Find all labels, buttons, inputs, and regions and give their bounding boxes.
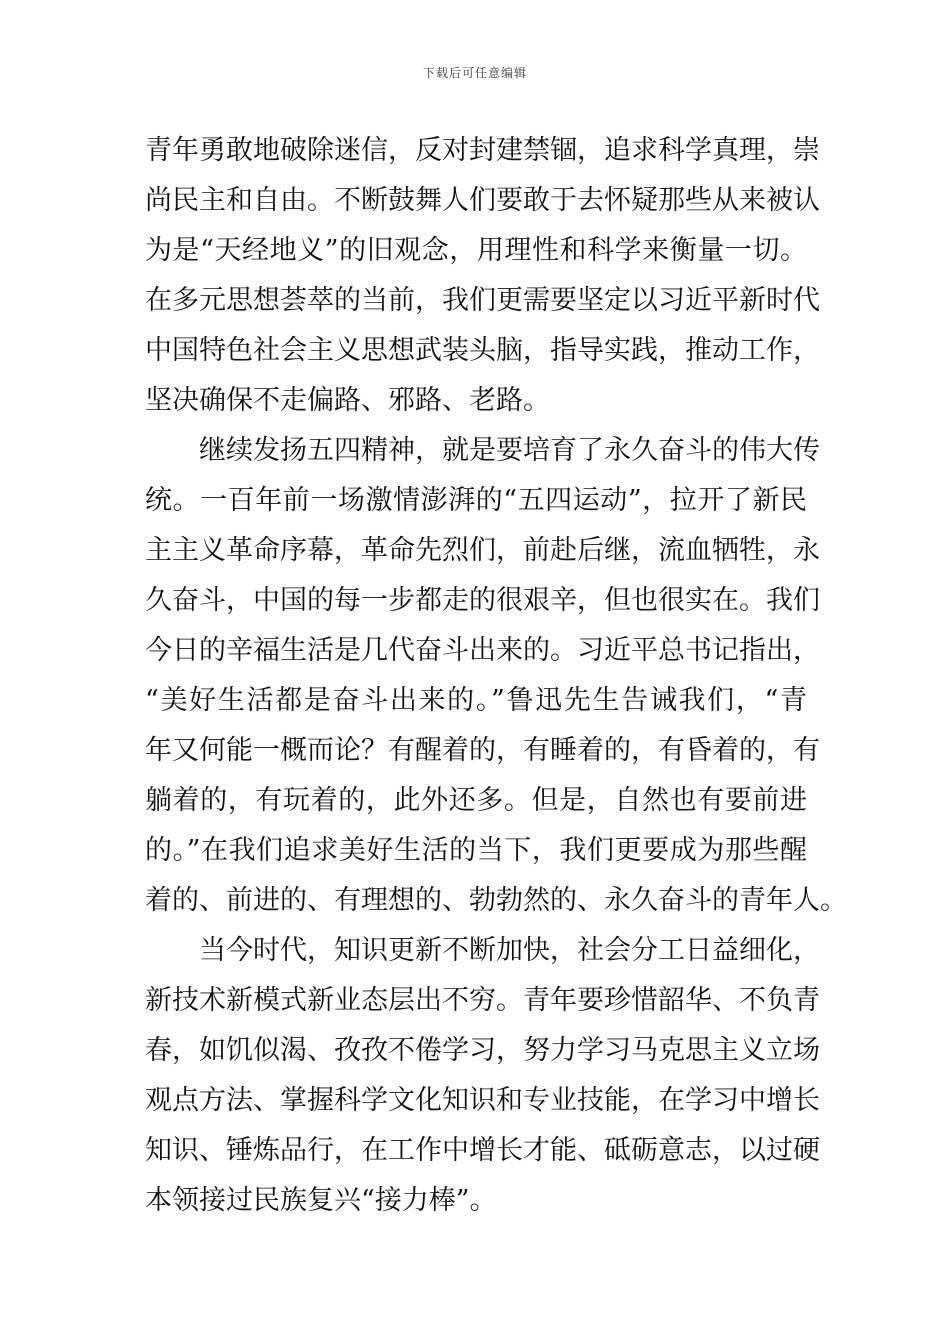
- text-line: 本领接过民族复兴“接力棒”。: [145, 1185, 497, 1216]
- text-line: 知识、锤炼品行，在工作中增长才能、砥砺意志，以过硬: [145, 1135, 820, 1166]
- paragraph-3: [145, 926, 820, 1226]
- text-line: 久奋斗，中国的每一步都走的很艰辛，但也很实在。我们: [145, 585, 820, 616]
- paragraph-1: [145, 126, 820, 426]
- text-line: 为是“天经地义”的旧观念，用理性和科学来衡量一切。: [145, 235, 807, 266]
- paragraph-2: [145, 426, 847, 926]
- text-line: “美好生活都是奋斗出来的。”鲁迅先生告诫我们，“青: [145, 685, 807, 716]
- document-body: [145, 126, 847, 1226]
- text-line: 新技术新模式新业态层出不穷。青年要珍惜韶华、不负青: [145, 985, 820, 1016]
- text-line: 尚民主和自由。不断鼓舞人们要敢于去怀疑那些从来被认: [145, 185, 820, 216]
- text-line: 的。”在我们追求美好生活的当下，我们更要成为那些醒: [145, 835, 807, 866]
- text-line: 中国特色社会主义思想武装头脑，指导实践，推动工作，: [145, 335, 820, 366]
- text-line: 当今时代，知识更新不断加快，社会分工日益细化，: [199, 935, 820, 966]
- text-line: 今日的辛福生活是几代奋斗出来的。习近平总书记指出，: [145, 635, 820, 666]
- text-line: 青年勇敢地破除迷信，反对封建禁锢，追求科学真理，崇: [145, 135, 820, 166]
- text-line: 春，如饥似渴、孜孜不倦学习，努力学习马克思主义立场: [145, 1035, 820, 1066]
- text-line: 继续发扬五四精神，就是要培育了永久奋斗的伟大传: [199, 435, 820, 466]
- text-line: 年又何能一概而论？有醒着的，有睡着的，有昏着的，有: [145, 735, 820, 766]
- text-line: 观点方法、掌握科学文化知识和专业技能，在学习中增长: [145, 1085, 820, 1116]
- page-header: 下载后可任意编辑: [422, 66, 527, 80]
- text-line: 躺着的，有玩着的，此外还多。但是，自然也有要前进: [145, 785, 807, 816]
- text-line: 主主义革命序幕，革命先烈们，前赴后继，流血牺牲，永: [145, 535, 820, 566]
- text-line: 着的、前进的、有理想的、勃勃然的、永久奋斗的青年人。: [145, 885, 847, 916]
- text-line: 在多元思想荟萃的当前，我们更需要坚定以习近平新时代: [145, 285, 820, 316]
- text-line: 统。一百年前一场激情澎湃的“五四运动”，拉开了新民: [145, 485, 807, 516]
- text-line: 坚决确保不走偏路、邪路、老路。: [145, 385, 550, 416]
